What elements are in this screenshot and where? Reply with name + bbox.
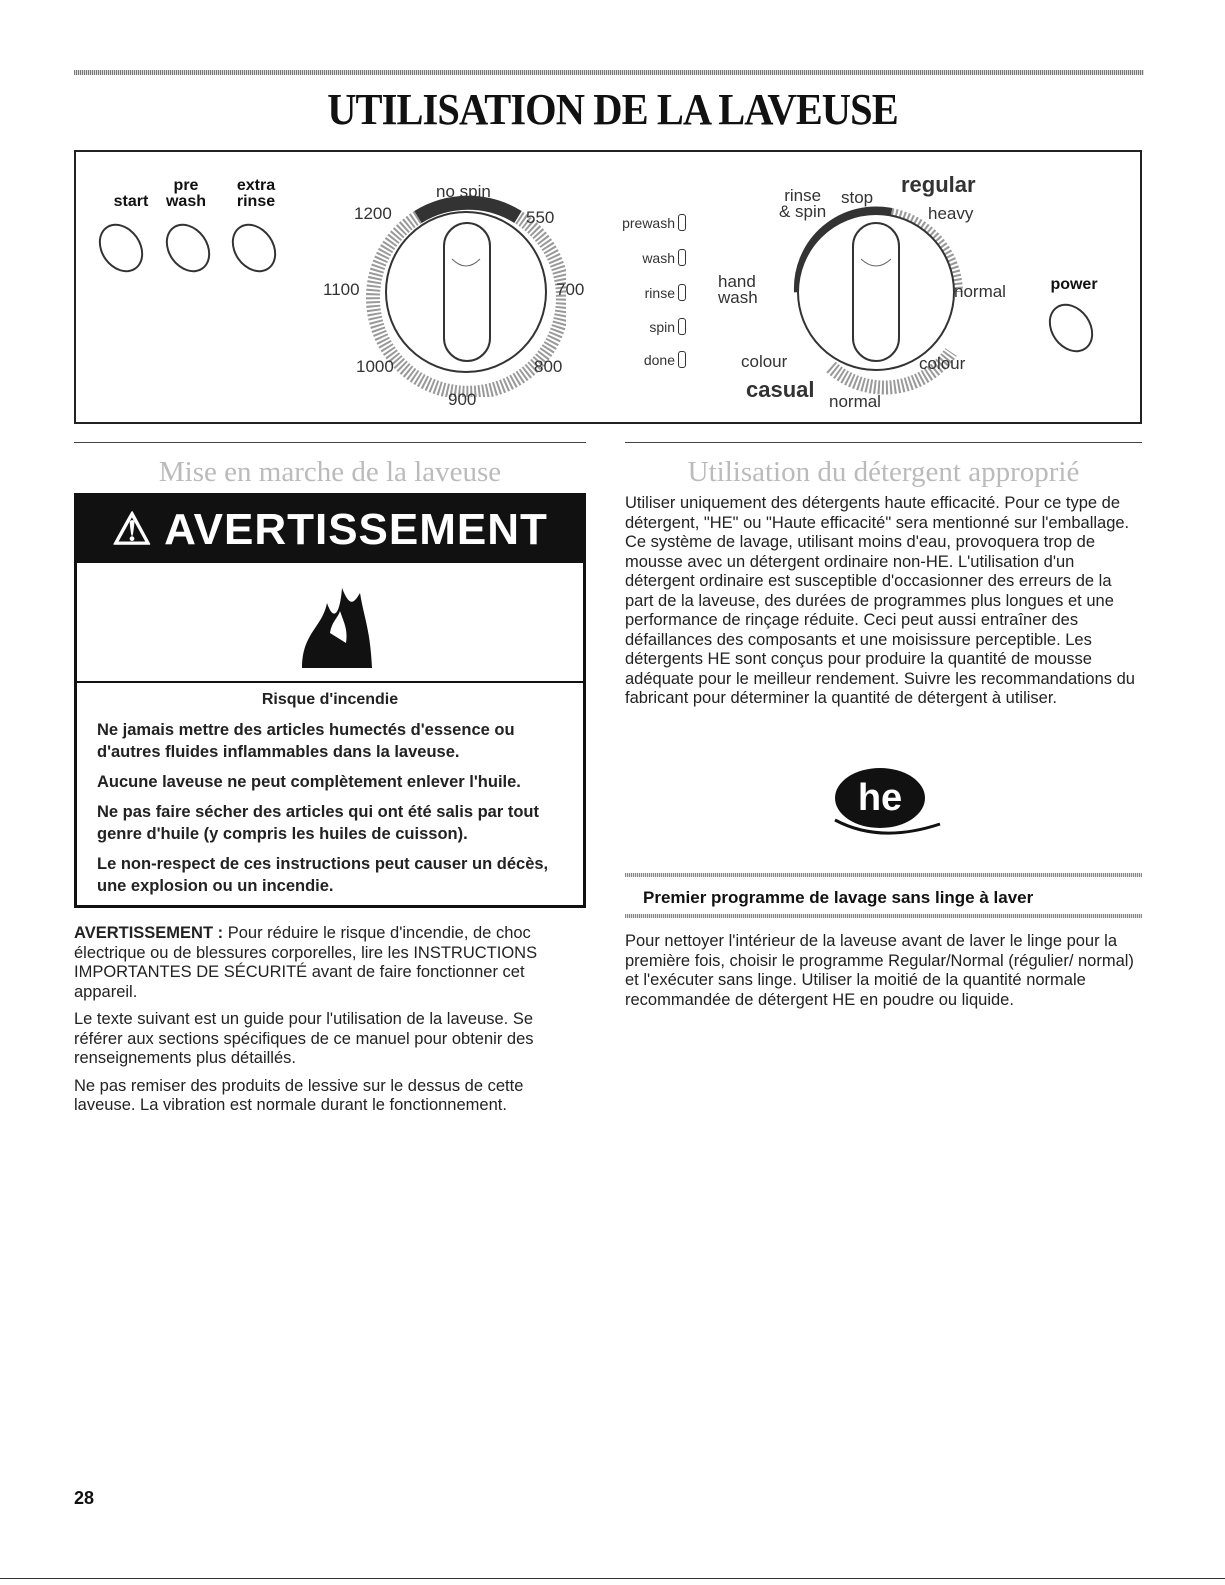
top-rule bbox=[74, 70, 1144, 75]
guide-paragraph: Le texte suivant est un guide pour l'utilisation de la laveuse. Se référer aux sections spécifiques de ce manuel pour obtenir des renseignements plus détaillés. bbox=[74, 1010, 534, 1067]
cycle-label-normal-regular: normal bbox=[954, 282, 1006, 301]
cycle-label-hand-wash: hand wash bbox=[718, 272, 758, 307]
spin-label-1200: 1200 bbox=[354, 204, 392, 223]
left-section-heading: Mise en marche de la laveuse bbox=[158, 456, 502, 488]
cycle-label-stop: stop bbox=[841, 188, 874, 207]
cycle-label-regular: regular bbox=[901, 172, 976, 197]
right-section-rule bbox=[625, 442, 1142, 443]
warning-note bbox=[74, 924, 586, 1002]
fire-icon bbox=[282, 573, 382, 673]
he-logo bbox=[820, 762, 950, 842]
cycle-label-colour-regular: colour bbox=[919, 354, 966, 373]
spin-label-no-spin: no spin bbox=[436, 182, 491, 201]
cycle-label-normal-casual: normal bbox=[829, 392, 881, 411]
warning-icon-zone bbox=[77, 563, 583, 683]
cycle-label-heavy: heavy bbox=[928, 204, 974, 223]
warning-item: Ne pas faire sécher des articles qui ont été salis par tout genre d'huile (y compris les huiles de cuisson). bbox=[97, 803, 539, 843]
subsection-rule-bottom bbox=[625, 914, 1142, 918]
left-body bbox=[74, 924, 586, 1124]
extra-rinse-button[interactable] bbox=[223, 215, 286, 281]
warning-item: Ne jamais mettre des articles humectés d'essence ou d'autres fluides inflammables dans la laveuse. bbox=[97, 721, 515, 761]
warning-note-label: AVERTISSEMENT : bbox=[74, 924, 224, 942]
pre-wash-label: pre wash bbox=[165, 177, 206, 210]
spin-label-700: 700 bbox=[556, 280, 585, 299]
first-cycle-paragraph: Pour nettoyer l'intérieur de la laveuse avant de laver le linge pour la première fois, choisir le programme Regular/Normal (régulier/ normal) et l'exécuter sans linge. Utiliser la moitié de la quantité normale recommandée de détergent HE en poudre ou liquide. bbox=[625, 932, 1134, 1009]
start-label: start bbox=[113, 193, 149, 210]
risk-title: Risque d'incendie bbox=[261, 691, 399, 708]
pre-wash-button[interactable] bbox=[157, 215, 220, 281]
spin-label-550: 550 bbox=[526, 208, 555, 227]
detergent-paragraph: Utiliser uniquement des détergents haute efficacité. Pour ce type de détergent, "HE" ou "Haute efficacité" sera mentionné sur l'emballage. Ce système de lavage, utilisant moins d'eau, provoquera trop de mousse avec un détergent ordinaire non-HE. L'utilisation d'un détergent ordinaire est susceptible d'occasionner des erreurs de la part de la laveuse, des durées de programmes plus longues et une performance de rinçage réduite. Ceci peut aussi entraîner des défaillances des composants et une moisissure perceptible. Les détergents HE sont conçus pour produire la quantité de mousse adéquate pour le meilleur rendement. Suivre les recommandations du fabricant pour déterminer la quantité de détergent à utiliser. bbox=[625, 494, 1135, 707]
right-section-heading: Utilisation du détergent approprié bbox=[687, 456, 1080, 488]
start-button[interactable] bbox=[90, 215, 153, 281]
storage-paragraph: Ne pas remiser des produits de lessive sur le dessus de cette laveuse. La vibration est normale durant le fonctionnement. bbox=[74, 1076, 524, 1114]
control-panel bbox=[74, 150, 1142, 424]
bottom-rule bbox=[0, 1578, 1225, 1579]
warning-item: Le non-respect de ces instructions peut causer un décès, une explosion ou un incendie. bbox=[97, 855, 549, 895]
cycle-label-casual: casual bbox=[746, 377, 815, 402]
spin-label-800: 800 bbox=[534, 357, 563, 376]
spin-label-1100: 1100 bbox=[323, 280, 360, 299]
status-wash: wash bbox=[596, 249, 686, 266]
subsection-rule-top bbox=[625, 873, 1142, 877]
warning-item: Aucune laveuse ne peut complètement enlever l'huile. bbox=[97, 773, 521, 791]
he-logo-text: he bbox=[857, 777, 903, 819]
warning-box bbox=[74, 493, 586, 908]
status-prewash: prewash bbox=[596, 214, 686, 231]
warning-triangle-icon: ⚠ bbox=[112, 505, 153, 554]
page-number: 28 bbox=[74, 1488, 95, 1508]
warning-note-text: Pour réduire le risque d'incendie, de choc électrique ou de blessures corporelles, lire les INSTRUCTIONS IMPORTANTES DE SÉCURITÉ avant de faire fonctionner cet appareil. bbox=[74, 924, 538, 1001]
warning-header bbox=[77, 496, 583, 563]
spin-label-1000: 1000 bbox=[356, 357, 394, 376]
page-title: UTILISATION DE LA LAVEUSE bbox=[327, 85, 898, 134]
cycle-label-colour-casual: colour bbox=[741, 352, 788, 371]
extra-rinse-label: extra rinse bbox=[236, 177, 276, 210]
subsection-heading: Premier programme de lavage sans linge à laver bbox=[643, 888, 1034, 907]
status-rinse: rinse bbox=[596, 284, 686, 301]
warning-title: AVERTISSEMENT bbox=[164, 505, 548, 554]
status-done: done bbox=[596, 351, 686, 368]
power-button[interactable] bbox=[1040, 295, 1103, 361]
left-section-rule bbox=[74, 442, 586, 443]
spin-label-900: 900 bbox=[448, 390, 477, 409]
status-spin: spin bbox=[596, 318, 686, 335]
power-label: power bbox=[1050, 276, 1098, 293]
cycle-label-rinse-spin: rinse & spin bbox=[779, 186, 827, 221]
